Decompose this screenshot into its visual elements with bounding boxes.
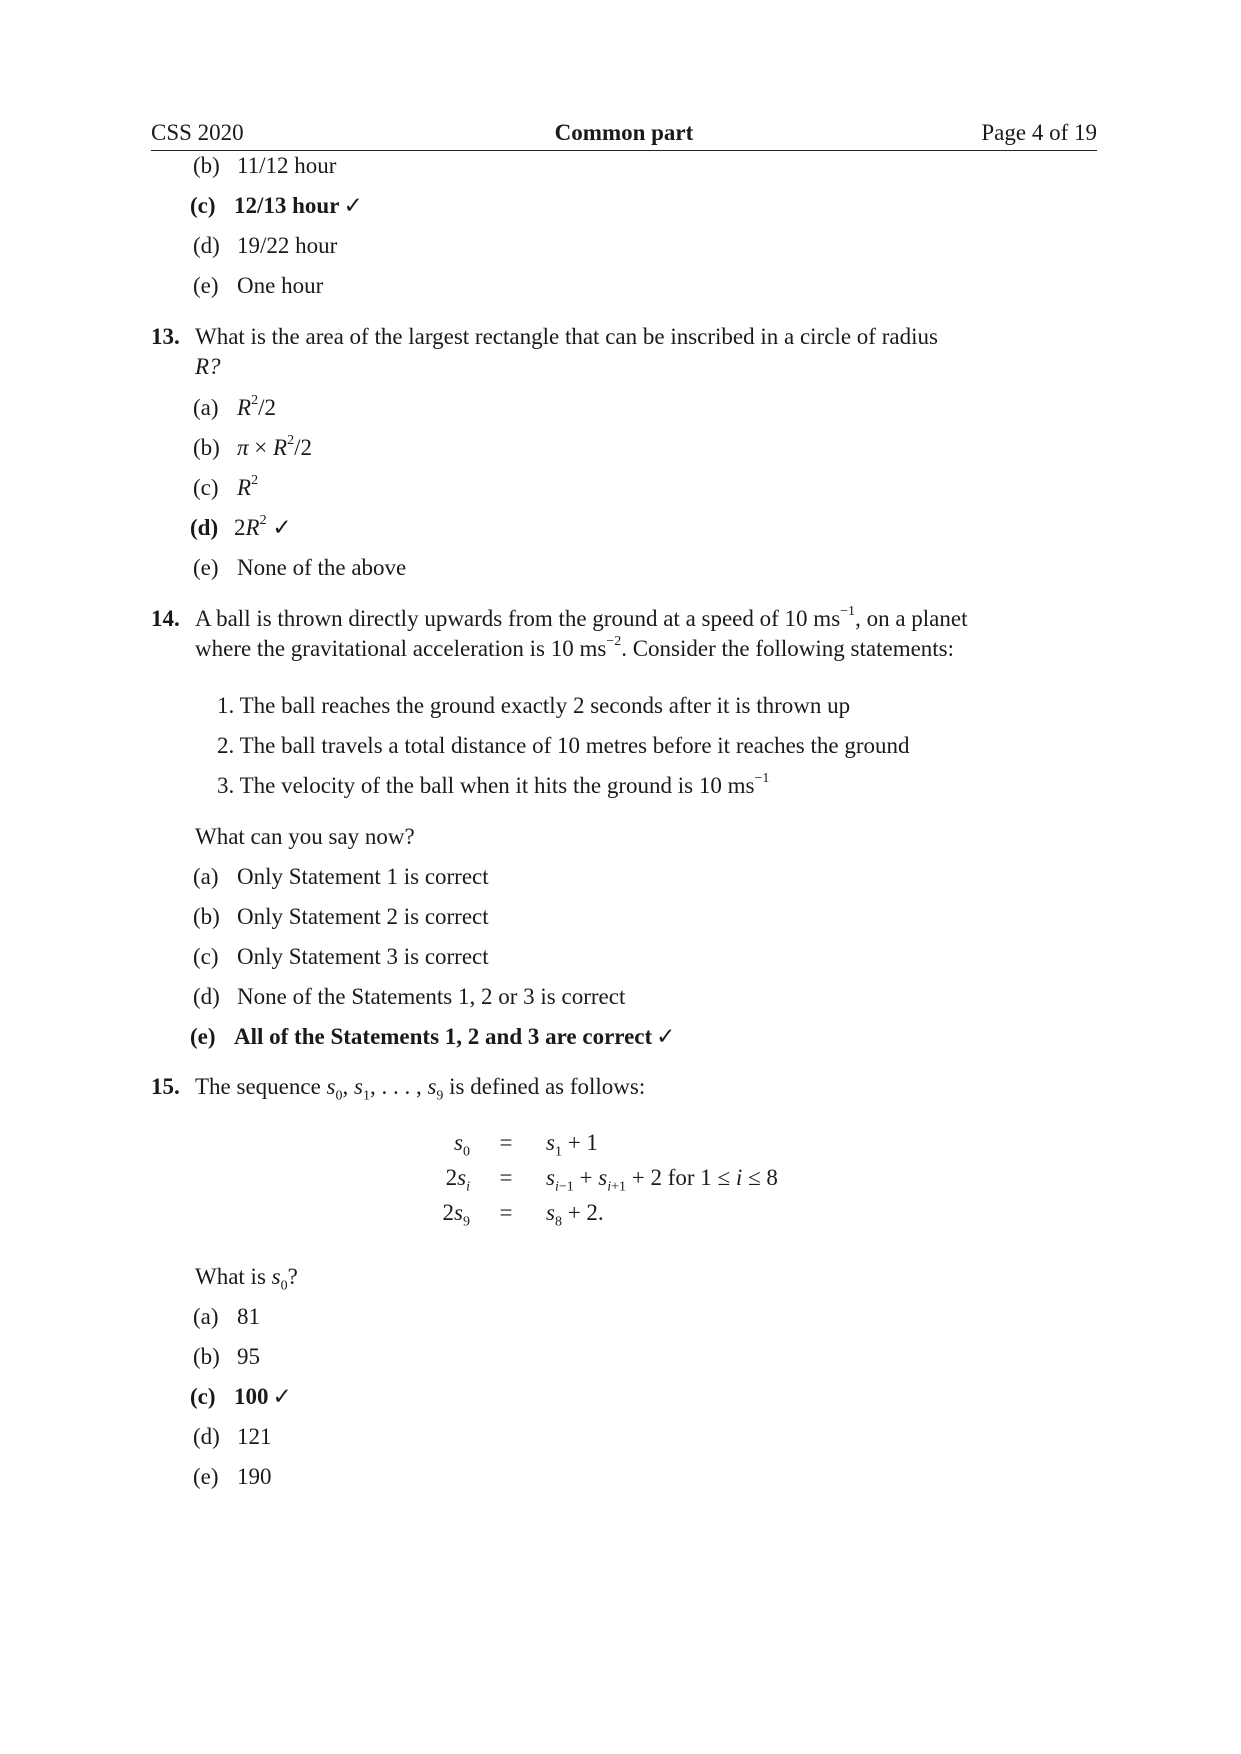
q14-question-line2: where the gravitational acceleration is 10 $ms^{-2}$. Consider the following statements:: [195, 634, 955, 661]
exam-page: CSS 2020 Common part Page 4 of 19 (b) 11/12 hour (c) 12/13 hour ✓ (d) 19/22 hour (e) One hour 13. What is the area of the largest rectangle that can be inscribed in a circle of radius R? (a) $R^2/2$ (b) $\pi \times R^2/2$ (c) $R^2$ (d) $2R^2$ ✓ (e) None of the above 14. A ball is thrown directly upwards from the ground at a speed of 10 $ms^{-1}$, on a planet where the gravitational acceleration is 10 $ms^{-2}$. Consider the following statements: 1. The ball reaches the ground exactly 2 seconds after it is thrown up 2. The ball travels a total distance of 10 metres before it reaches the ground 3. The velocity of the ball when it hits the ground is 10 $ms^{-1}$ What can you say now? (a) Only Statement 1 is correct (b) Only Statement 2 is correct (c) Only Statement 3 is correct (d) None of the Statements 1, 2 or 3 is correct (e) All of the Statements 1, 2 and 3 are correct ✓ 15. The sequence $s_0$, $s_1$, . . . , $s_9$ is defined as follows: $s_0$ = $s_1 + 1$ $2s_i$ = $s_{i-1} + s_{i+1} + 2$ for 1 ≤ i ≤ 8 $2s_9$ = $s_8 + 2$. What is $s_0$? (a) 81 (b) 95 (c) 100 ✓ (d) 121 (e) 190: [0, 0, 1241, 1754]
header-exam-name: CSS 2020: [151, 120, 244, 145]
check-icon: ✓: [656, 1024, 676, 1049]
q13-question-line2: R?: [195, 354, 221, 379]
q14-statement-1: 1. The ball reaches the ground exactly 2 seconds after it is thrown up: [217, 693, 851, 718]
page-header: [151, 118, 1097, 151]
q15-option-e: (e) 190: [193, 1464, 272, 1489]
q14-option-b: (b) Only Statement 2 is correct: [193, 904, 489, 929]
header-section-title: Common part: [554, 120, 694, 145]
header-page-number: Page 4 of 19: [981, 120, 1097, 145]
check-icon: ✓: [343, 193, 363, 218]
q13-option-d-correct: (d) $2R^2$ ✓: [190, 513, 292, 540]
q14-option-d: (d) None of the Statements 1, 2 or 3 is correct: [193, 984, 626, 1009]
q14-option-c: (c) Only Statement 3 is correct: [193, 944, 489, 969]
q12-option-c-correct: (c) 12/13 hour ✓: [190, 193, 363, 218]
q15-number: 15.: [151, 1074, 180, 1099]
q12-option-e: (e) One hour: [193, 273, 324, 298]
q14-option-e-correct: (e) All of the Statements 1, 2 and 3 are correct ✓: [190, 1024, 676, 1049]
q12-option-b: (b) 11/12 hour: [193, 153, 337, 178]
q15-option-c-correct: (c) 100 ✓: [190, 1384, 292, 1409]
q15-option-d: (d) 121: [193, 1424, 272, 1449]
q14-prompt: What can you say now?: [195, 824, 415, 849]
q14-number: 14.: [151, 606, 180, 631]
q13-option-a: (a) $R^2/2$: [193, 393, 276, 420]
q13-option-e: (e) None of the above: [193, 555, 407, 580]
check-icon: ✓: [272, 515, 292, 540]
q14-statement-2: 2. The ball travels a total distance of 10 metres before it reaches the ground: [217, 733, 910, 758]
q13-option-b: (b) $\pi \times R^2/2$: [193, 433, 312, 460]
q15-question: 15. The sequence $s_0$, $s_1$, . . . , $s_9$ is defined as follows:: [151, 1074, 646, 1104]
q13-option-c: (c) $R^2$: [193, 473, 259, 500]
q13-number: 13.: [151, 324, 180, 349]
q15-prompt: What is $s_0$?: [195, 1264, 298, 1294]
q12-option-d: (d) 19/22 hour: [193, 233, 338, 258]
q13-question: 13. What is the area of the largest rectangle that can be inscribed in a circle of radius: [151, 322, 938, 352]
q14-question: 14. A ball is thrown directly upwards from the ground at a speed of 10 $ms^{-1}$, on a planet: [151, 604, 967, 634]
q14-statement-3: 3. The velocity of the ball when it hits the ground is 10 $ms^{-1}$: [217, 771, 770, 798]
q15-option-a: (a) 81: [193, 1304, 260, 1329]
q14-option-a: (a) Only Statement 1 is correct: [193, 864, 489, 889]
check-icon: ✓: [272, 1384, 292, 1409]
q15-option-b: (b) 95: [193, 1344, 260, 1369]
